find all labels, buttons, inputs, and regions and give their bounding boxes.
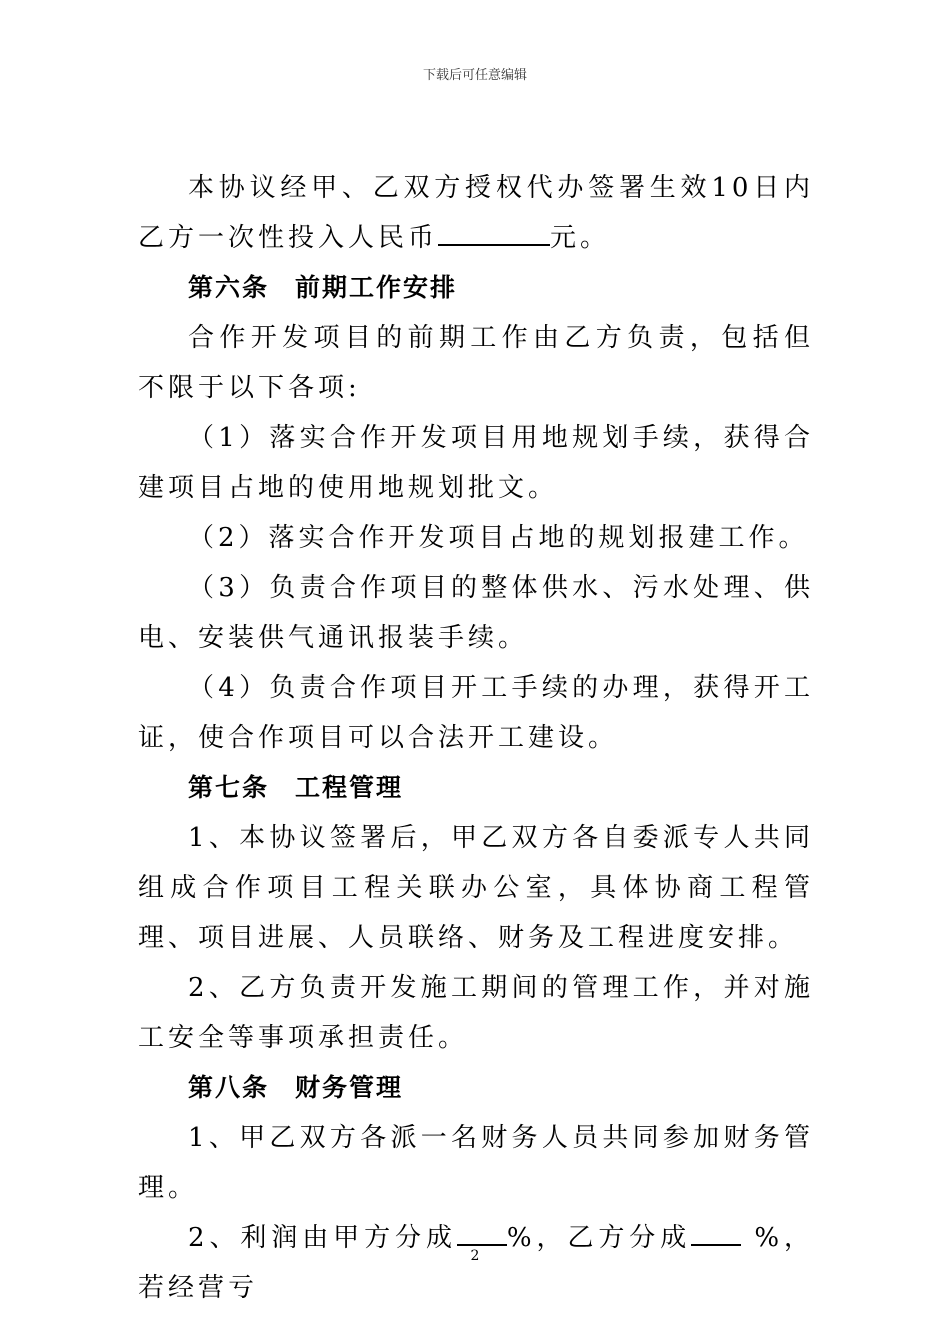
investment-text: 本协议经甲、乙双方授权代办签署生效10日内乙方一次性投入人民币 [138,173,814,253]
article-6-number: 第六条 [188,273,270,302]
article-8-heading [138,1063,814,1113]
paragraph-item-3: （3）负责合作项目的整体供水、污水处理、供电、安装供气通讯报装手续。 [138,573,814,653]
article-6-heading [138,263,814,313]
investment-suffix: 元。 [550,223,611,253]
paragraph-preliminary-work: 合作开发项目的前期工作由乙方负责，包括但不限于以下各项: [138,323,814,403]
document-body [138,163,814,1313]
paragraph-investment [138,163,814,263]
paragraph-engineering-1: 1、本协议签署后，甲乙双方各自委派专人共同组成合作项目工程关联办公室，具体协商工程管理、项目进展、人员联络、财务及工程进度安排。 [138,823,814,953]
article-7-title: 工程管理 [295,773,404,802]
article-8-number: 第八条 [188,1073,270,1102]
paragraph-finance-1: 1、甲乙双方各派一名财务人员共同参加财务管理。 [138,1123,814,1203]
article-6-title: 前期工作安排 [295,273,458,302]
article-8-title: 财务管理 [295,1073,404,1102]
article-7-heading [138,763,814,813]
header-note: 下载后可任意编辑 [422,68,527,83]
party-a-share-blank [457,1214,507,1246]
paragraph-item-2: （2）落实合作开发项目占地的规划报建工作。 [188,523,809,553]
amount-blank [438,214,550,246]
paragraph-engineering-2: 2、乙方负责开发施工期间的管理工作，并对施工安全等事项承担责任。 [138,973,814,1053]
paragraph-item-4: （4）负责合作项目开工手续的办理，获得开工证，使合作项目可以合法开工建设。 [138,673,814,753]
article-7-number: 第七条 [188,773,270,802]
paragraph-item-1: （1）落实合作开发项目用地规划手续，获得合建项目占地的使用地规划批文。 [138,423,814,503]
page-number: 2 [470,1248,480,1264]
profit-text-3: %，若经营亏 [138,1223,814,1303]
profit-text-2: %，乙方分成 [506,1223,692,1253]
party-b-share-blank [691,1214,741,1246]
profit-text-1: 2、利润由甲方分成 [188,1223,457,1253]
